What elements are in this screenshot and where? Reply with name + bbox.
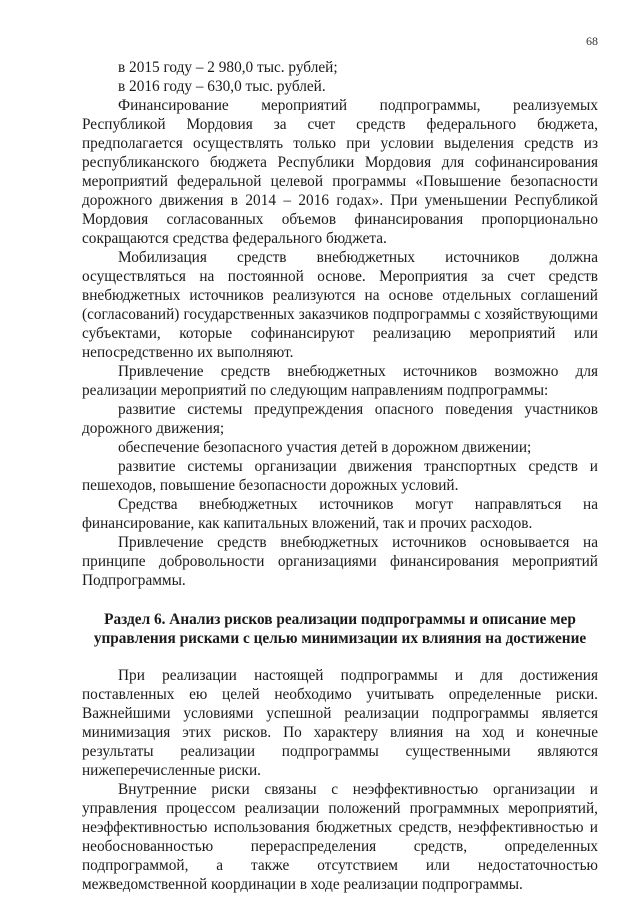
paragraph-direction-2: обеспечение безопасного участия детей в дорожном движении; xyxy=(118,439,532,456)
paragraph-direction-3: развитие системы организации движения транспортных средств и пешеходов, повышение безопасности дорожных условий. xyxy=(82,458,598,494)
paragraph-federal-funding: Финансирование мероприятий подпрограммы, реализуемых Республикой Мордовия за счет средств федерального бюджета, предполагается осуществлять только при условии выделения средств из республиканского бюджета Республики Мордовия для софинансирования мероприятий федеральной целевой программы «Повышение безопасности дорожного движения в 2014 – 2016 годах». При уменьшении Республикой Мордовия согласованных объемов финансирования пропорционально сокращаются средства федерального бюджета. xyxy=(82,97,598,247)
page-number: 68 xyxy=(586,34,598,48)
paragraph-risks-intro: При реализации настоящей подпрограммы и для достижения поставленных ею целей необходимо учитывать определенные риски. Важнейшими условиями успешной реализации подпрограммы является минимизация этих рисков. По характеру влияния на ход и конечные результаты реализации подпрограммы существенными являются нижеперечисленные риски. xyxy=(82,667,598,779)
paragraph-budget-2015: в 2015 году – 2 980,0 тыс. рублей; xyxy=(118,59,338,76)
paragraph-directions-intro: Привлечение средств внебюджетных источников возможно для реализации мероприятий по следующим направлениям подпрограммы: xyxy=(82,363,598,399)
section-heading: Раздел 6. Анализ рисков реализации подпрограммы и описание мер управления рисками с целью минимизации их влияния на достижение xyxy=(93,611,587,647)
paragraph-funds-usage: Средства внебюджетных источников могут направляться на финансирование, как капитальных вложений, так и прочих расходов. xyxy=(82,496,598,532)
paragraph-voluntary: Привлечение средств внебюджетных источников основывается на принципе добровольности организациями финансирования мероприятий Подпрограммы. xyxy=(82,534,598,589)
document-body xyxy=(82,58,598,894)
paragraph-internal-risks: Внутренние риски связаны с неэффективностью организации и управления процессом реализации положений программных мероприятий, неэффективностью использования бюджетных средств, неэффективностью и необоснованностью перераспределения средств, определенных подпрограммой, а также отсутствием или недостаточностью межведомственной координации в ходе реализации подпрограммы. xyxy=(82,781,598,893)
paragraph-mobilization: Мобилизация средств внебюджетных источников должна осуществляться на постоянной основе. Мероприятия за счет средств внебюджетных источников реализуются на основе отдельных соглашений (согласований) государственных заказчиков подпрограммы с хозяйствующими субъектами, которые софинансируют реализацию мероприятий или непосредственно их выполняют. xyxy=(82,249,598,361)
paragraph-budget-2016: в 2016 году – 630,0 тыс. рублей. xyxy=(118,78,326,95)
paragraph-direction-1: развитие системы предупреждения опасного поведения участников дорожного движения; xyxy=(82,401,598,437)
